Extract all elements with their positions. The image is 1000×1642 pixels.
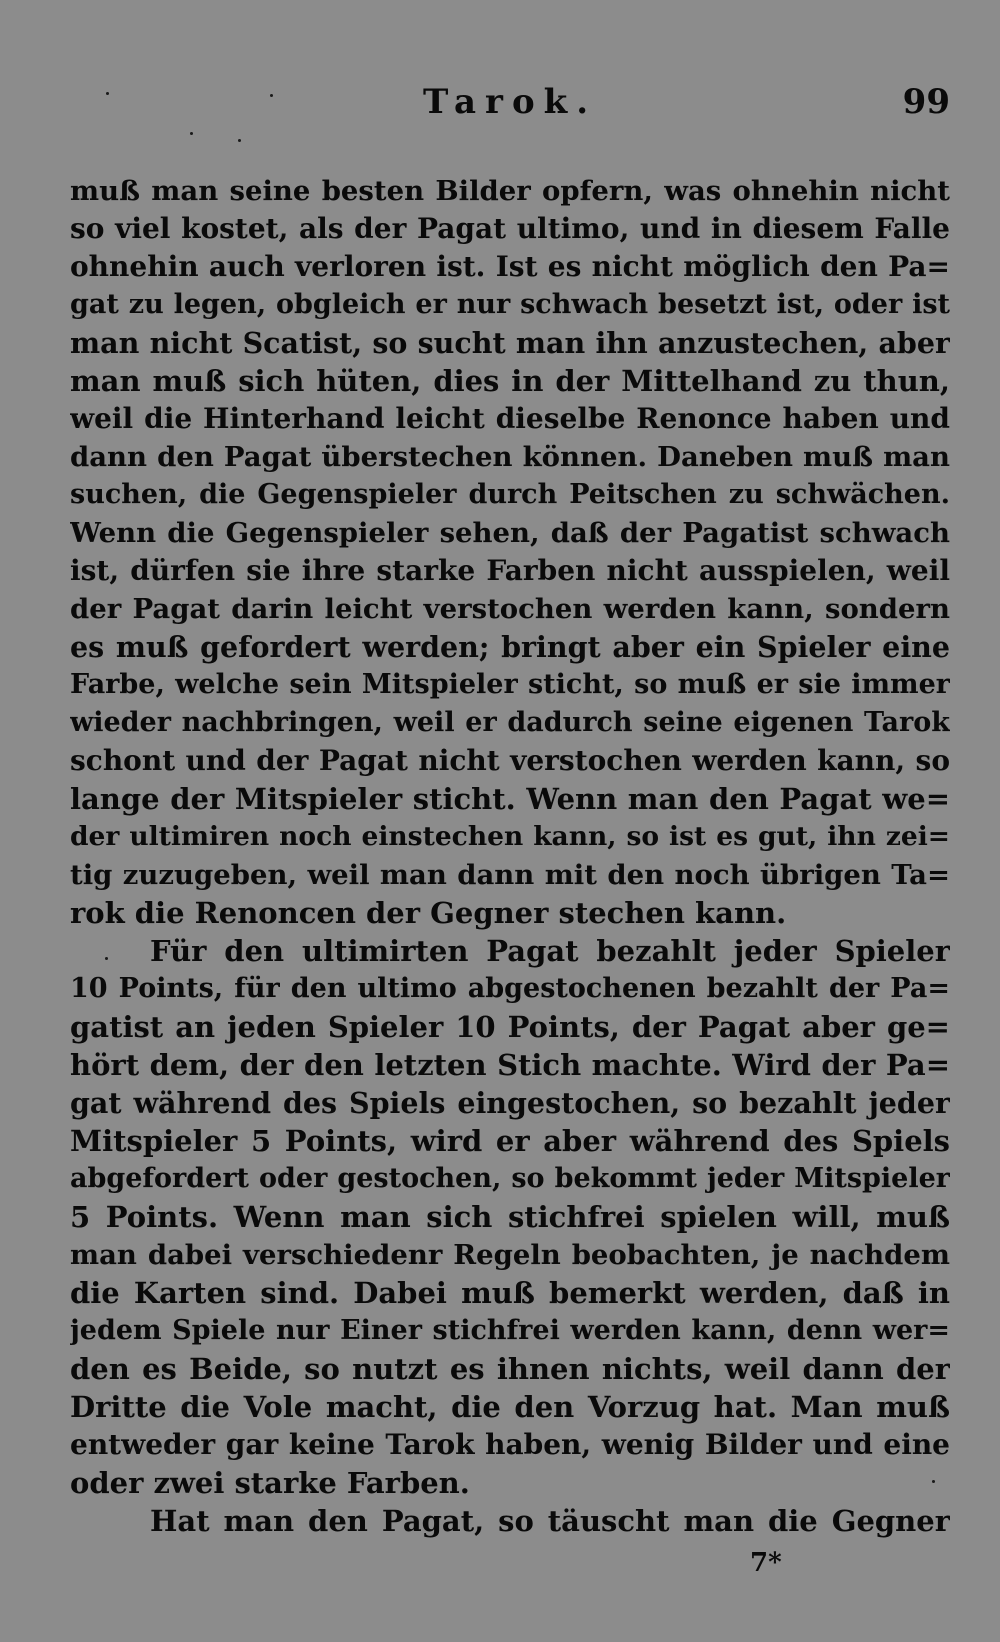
text-line: rok die Renoncen der Gegner stechen kann. bbox=[70, 896, 787, 930]
text-line: gatist an jeden Spieler 10 Points, der Pagat aber ge= bbox=[70, 1010, 950, 1044]
scan-speck bbox=[932, 1480, 935, 1483]
text-line: suchen, die Gegenspieler durch Peitschen zu schwächen. bbox=[70, 479, 950, 510]
text-line: Dritte die Vole macht, die den Vorzug hat. Man muß bbox=[70, 1390, 950, 1424]
text-line: Hat man den Pagat, so täuscht man die Gegner bbox=[150, 1504, 950, 1538]
text-line: dann den Pagat überstechen können. Daneben muß man bbox=[70, 441, 950, 473]
text-line: gat während des Spiels eingestochen, so bezahlt jeder bbox=[70, 1086, 950, 1120]
text-line: Wenn die Gegenspieler sehen, daß der Pagatist schwach bbox=[70, 517, 950, 549]
text-line: jedem Spiele nur Einer stichfrei werden kann, denn wer= bbox=[70, 1315, 950, 1346]
text-line: 5 Points. Wenn man sich stichfrei spielen will, muß bbox=[70, 1200, 950, 1234]
text-line: der ultimiren noch einstechen kann, so ist es gut, ihn zei= bbox=[70, 821, 950, 852]
scan-speck bbox=[105, 957, 108, 960]
running-title: Tarok. bbox=[422, 82, 598, 122]
text-line: lange der Mitspieler sticht. Wenn man den Pagat we= bbox=[70, 782, 950, 816]
text-line: Farbe, welche sein Mitspieler sticht, so muß er sie immer bbox=[70, 669, 950, 700]
text-line: man nicht Scatist, so sucht man ihn anzustechen, aber bbox=[70, 326, 950, 360]
scan-speck bbox=[106, 92, 109, 95]
text-line: man dabei verschiedenr Regeln beobachten, je nachdem bbox=[70, 1239, 950, 1271]
body-text bbox=[70, 172, 950, 1540]
text-line: ohnehin auch verloren ist. Ist es nicht möglich den Pa= bbox=[70, 250, 950, 283]
text-line: abgefordert oder gestochen, so bekommt jeder Mitspieler bbox=[70, 1163, 950, 1194]
text-line: ist, dürfen sie ihre starke Farben nicht ausspielen, weil bbox=[70, 554, 950, 587]
text-line: oder zwei starke Farben. bbox=[70, 1466, 470, 1500]
text-line: die Karten sind. Dabei muß bemerkt werden, daß in bbox=[70, 1276, 950, 1310]
text-line: entweder gar keine Tarok haben, wenig Bilder und eine bbox=[70, 1428, 950, 1461]
text-line: den es Beide, so nutzt es ihnen nichts, weil dann der bbox=[70, 1352, 950, 1386]
text-line: so viel kostet, als der Pagat ultimo, und in diesem Falle bbox=[70, 212, 950, 245]
text-line: man muß sich hüten, dies in der Mittelhand zu thun, bbox=[70, 364, 950, 398]
text-line: es muß gefordert werden; bringt aber ein Spieler eine bbox=[70, 630, 950, 664]
text-line: schont und der Pagat nicht verstochen werden kann, so bbox=[70, 744, 950, 777]
text-line: Mitspieler 5 Points, wird er aber während des Spiels bbox=[70, 1124, 950, 1158]
text-line: weil die Hinterhand leicht dieselbe Renonce haben und bbox=[70, 402, 950, 435]
text-line: 10 Points, für den ultimo abgestochenen bezahlt der Pa= bbox=[70, 973, 950, 1004]
text-line: Für den ultimirten Pagat bezahlt jeder Spieler bbox=[150, 934, 950, 968]
scan-speck bbox=[238, 139, 241, 142]
text-line: der Pagat darin leicht verstochen werden kann, sondern bbox=[70, 593, 950, 625]
scan-speck bbox=[270, 94, 273, 97]
scan-speck bbox=[190, 132, 193, 135]
text-line: tig zuzugeben, weil man dann mit den noch übrigen Ta= bbox=[70, 859, 950, 891]
text-line: gat zu legen, obgleich er nur schwach besetzt ist, oder ist bbox=[70, 289, 950, 320]
text-line: muß man seine besten Bilder opfern, was ohnehin nicht bbox=[70, 175, 950, 207]
signature-mark: 7* bbox=[750, 1548, 782, 1578]
text-line: wieder nachbringen, weil er dadurch seine eigenen Tarok bbox=[70, 707, 950, 738]
page-number: 99 bbox=[902, 82, 950, 122]
text-line: hört dem, der den letzten Stich machte. Wird der Pa= bbox=[70, 1048, 950, 1082]
page-header bbox=[70, 82, 950, 132]
